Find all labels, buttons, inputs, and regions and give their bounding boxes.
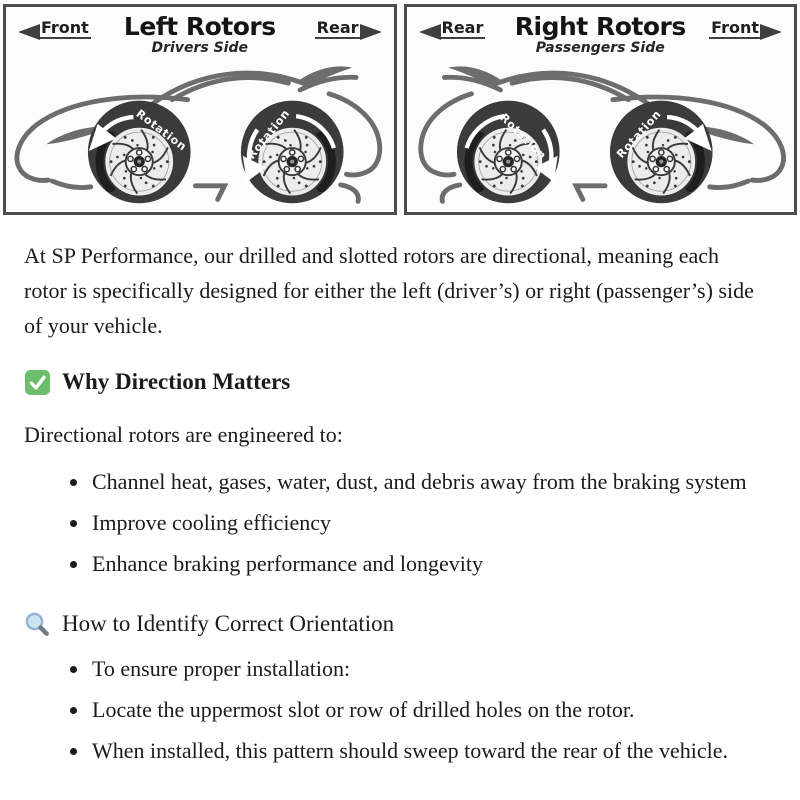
direction-label: Front [41, 18, 89, 37]
section-heading-identify-orientation [24, 609, 770, 639]
panel-subtitle: Drivers Side [151, 40, 248, 56]
benefits-list [24, 464, 770, 581]
rotation-label: Rotation [613, 107, 664, 161]
arrow-left-icon [18, 24, 40, 40]
list-item: • Channel heat, gases, water, dust, and debris away from the braking system [90, 464, 770, 499]
list-item: • Locate the uppermost slot or row of drilled holes on the rotor. [90, 692, 770, 727]
direction-label: Front [711, 18, 759, 37]
right-rotors-panel [404, 4, 798, 215]
check-icon [24, 369, 51, 396]
front-direction-indicator [709, 18, 782, 40]
direction-label: Rear [316, 18, 359, 37]
rotation-label: Rotation [133, 107, 190, 154]
intro-paragraph: At SP Performance, our drilled and slotted rotors are directional, meaning each rotor is specifically designed for either the left (driver’s) or right (passenger’s) side of your vehicle. [24, 243, 754, 338]
arrow-left-icon [419, 24, 441, 40]
front-direction-indicator [18, 18, 91, 40]
rear-direction-indicator [419, 18, 486, 40]
article-body [0, 215, 800, 768]
arrow-right-icon [360, 24, 382, 40]
heading-text: Why Direction Matters [62, 369, 291, 394]
rotation-label: Rotation [496, 110, 549, 163]
direction-label: Rear [441, 18, 484, 37]
arrow-right-icon [760, 24, 782, 40]
left-panel-header [6, 7, 394, 59]
right-car-illustration [407, 59, 795, 212]
list-item: • Improve cooling efficiency [90, 505, 770, 540]
section-heading-why-direction-matters [24, 367, 770, 397]
left-car-illustration [6, 59, 394, 212]
panel-subtitle: Passengers Side [535, 40, 665, 56]
lead-paragraph: Directional rotors are engineered to: [24, 422, 343, 447]
magnifying-glass-icon [24, 611, 51, 638]
right-panel-header [407, 7, 795, 59]
list-item: • To ensure proper installation: [90, 651, 770, 686]
left-rotors-panel [3, 4, 397, 215]
heading-text: How to Identify Correct Orientation [62, 611, 395, 636]
rotation-label: Rotation [244, 106, 293, 162]
list-item: • Enhance braking performance and longevity [90, 546, 770, 581]
panel-title: Left Rotors [123, 12, 276, 41]
list-item: • When installed, this pattern should sweep toward the rear of the vehicle. [90, 733, 770, 768]
orientation-steps-list [24, 651, 770, 768]
rear-direction-indicator [315, 18, 382, 40]
panel-title: Right Rotors [514, 12, 686, 41]
rotor-direction-diagram [0, 0, 800, 215]
